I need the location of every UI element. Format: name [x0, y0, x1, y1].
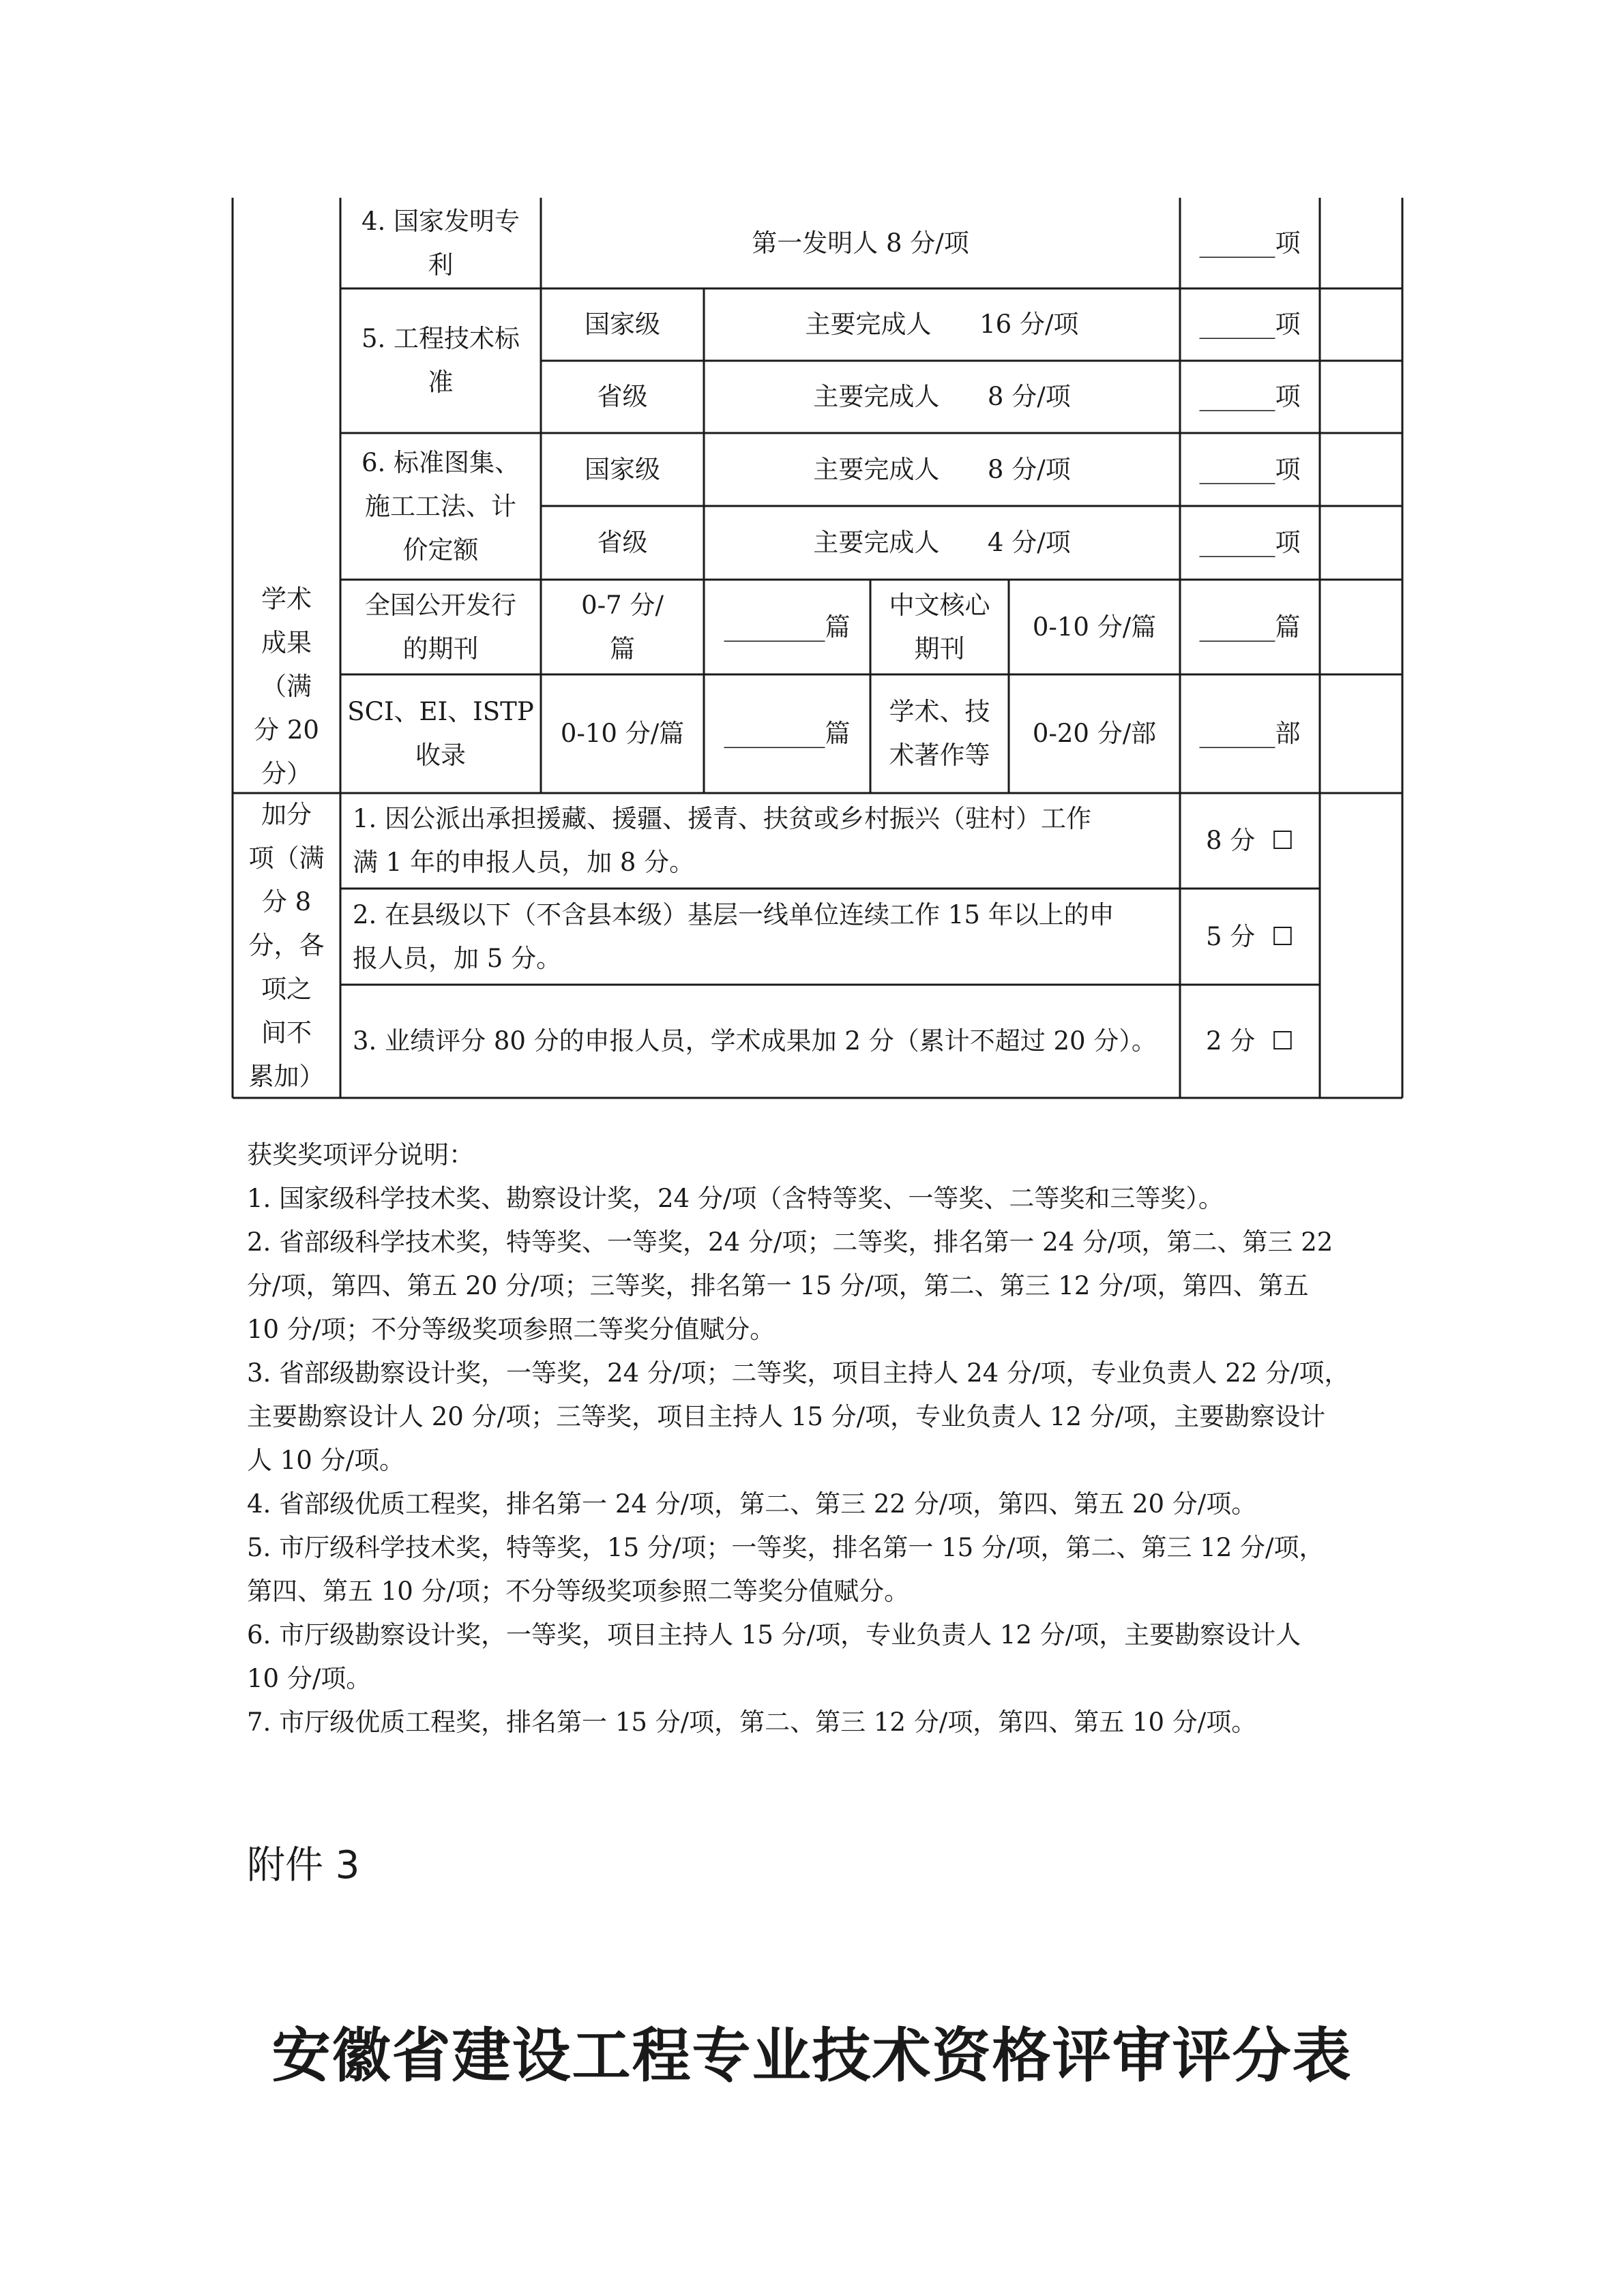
notes-line: 6. 市厅级勘察设计奖，一等奖，项目主持人 15 分/项，专业负责人 12 分/项，主要勘察设计人: [247, 1620, 1301, 1650]
bonus-item-3: 3. 业绩评分 80 分的申报人员，学术成果加 2 分（累计不超过 20 分）。: [353, 1026, 1157, 1056]
row-atlas-provincial-blank[interactable]: ______项: [1199, 528, 1301, 557]
row-sci-label: SCI、EI、ISTP 收录: [347, 697, 534, 770]
row-atlas-national-content: 主要完成人 8 分/项: [813, 454, 1071, 484]
row-patent-content: 第一发明人 8 分/项: [752, 228, 969, 258]
row-core-journal-label: 中文核心 期刊: [889, 590, 990, 664]
notes-line: 4. 省部级优质工程奖，排名第一 24 分/项，第二、第三 22 分/项，第四、第五 20 分/项。: [247, 1489, 1257, 1519]
notes-line: 1. 国家级科学技术奖、勘察设计奖，24 分/项（含特等奖、一等奖、二等奖和三等奖）。: [247, 1184, 1224, 1213]
row-standard-national-content: 主要完成人 16 分/项: [805, 310, 1079, 339]
row-atlas-national-level: 国家级: [585, 454, 660, 484]
row-sci-score: 0-10 分/篇: [560, 719, 685, 748]
row-standard-provincial-level: 省级: [597, 382, 648, 411]
notes-heading: 获奖奖项评分说明：: [247, 1140, 474, 1169]
notes-line: 分/项，第四、第五 20 分/项；三等奖，排名第一 15 分/项，第二、第三 12 分/项，第四、第五: [247, 1271, 1309, 1300]
row-atlas-label: 6. 标准图集、 施工工法、计 价定额: [361, 447, 520, 565]
row-standard-label: 5. 工程技术标 准: [361, 324, 520, 397]
row-journal-label: 全国公开发行 的期刊: [365, 590, 516, 664]
bonus-item-2: 2. 在县级以下（不含县本级）基层一线单位连续工作 15 年以上的申 报人员，加 5 分。: [353, 899, 1114, 973]
notes-line: 主要勘察设计人 20 分/项；三等奖，项目主持人 15 分/项，专业负责人 12 分/项，主要勘察设计: [247, 1402, 1326, 1431]
bonus-item-1-checkbox[interactable]: 8 分 ☐: [1206, 826, 1294, 855]
row-atlas-provincial-level: 省级: [597, 528, 648, 557]
row-standard-national-blank[interactable]: ______项: [1199, 310, 1301, 339]
row-standard-provincial-content: 主要完成人 8 分/项: [813, 382, 1071, 411]
bonus-item-2-checkbox[interactable]: 5 分 ☐: [1206, 921, 1294, 951]
row-sci-blank[interactable]: ________篇: [724, 719, 851, 748]
row-standard-provincial-blank[interactable]: ______项: [1199, 382, 1301, 411]
bonus-item-3-checkbox[interactable]: 2 分 ☐: [1206, 1026, 1294, 1056]
notes-line: 10 分/项。: [247, 1664, 372, 1693]
notes-line: 10 分/项；不分等级奖项参照二等奖分值赋分。: [247, 1315, 776, 1344]
row-patent-blank[interactable]: ______项: [1199, 228, 1301, 258]
notes-line: 2. 省部级科学技术奖，特等奖、一等奖，24 分/项；二等奖，排名第一 24 分/项，第二、第三 22: [247, 1227, 1333, 1257]
document-title: 安徽省建设工程专业技术资格评审评分表: [271, 2021, 1353, 2090]
annex-label: 附件 3: [247, 1843, 360, 1888]
row-journal-blank[interactable]: ________篇: [724, 612, 851, 642]
row-atlas-provincial-content: 主要完成人 4 分/项: [813, 528, 1071, 557]
row-atlas-national-blank[interactable]: ______项: [1199, 454, 1301, 484]
section-bonus-label: 加分 项（满 分 8 分，各 项之 间不 累加）: [248, 799, 325, 1091]
row-core-journal-score: 0-10 分/篇: [1032, 612, 1157, 642]
award-scoring-notes: [247, 1133, 1400, 1744]
notes-line: 3. 省部级勘察设计奖，一等奖，24 分/项；二等奖，项目主持人 24 分/项，专业负责人 22 分/项，: [247, 1358, 1350, 1388]
notes-line: 第四、第五 10 分/项；不分等级奖项参照二等奖分值赋分。: [247, 1577, 910, 1606]
row-book-blank[interactable]: ______部: [1199, 719, 1301, 748]
row-patent-label: 4. 国家发明专 利: [361, 206, 520, 280]
notes-line: 5. 市厅级科学技术奖，特等奖，15 分/项；一等奖，排名第一 15 分/项，第二、第三 12 分/项，: [247, 1533, 1325, 1562]
row-book-label: 学术、技 术著作等: [889, 697, 990, 770]
notes-line: 7. 市厅级优质工程奖，排名第一 15 分/项，第二、第三 12 分/项，第四、第五 10 分/项。: [247, 1708, 1257, 1737]
bonus-item-1: 1. 因公派出承担援藏、援疆、援青、扶贫或乡村振兴（驻村）工作 满 1 年的申报人员，加 8 分。: [353, 804, 1092, 877]
notes-line: 人 10 分/项。: [247, 1446, 405, 1475]
row-standard-national-level: 国家级: [585, 310, 660, 339]
row-journal-score: 0-7 分/ 篇: [581, 590, 664, 664]
row-book-score: 0-20 分/部: [1032, 719, 1157, 748]
section-academic-label: 学术 成果 （满 分 20 分）: [254, 584, 319, 788]
row-core-journal-blank[interactable]: ______篇: [1199, 612, 1301, 642]
